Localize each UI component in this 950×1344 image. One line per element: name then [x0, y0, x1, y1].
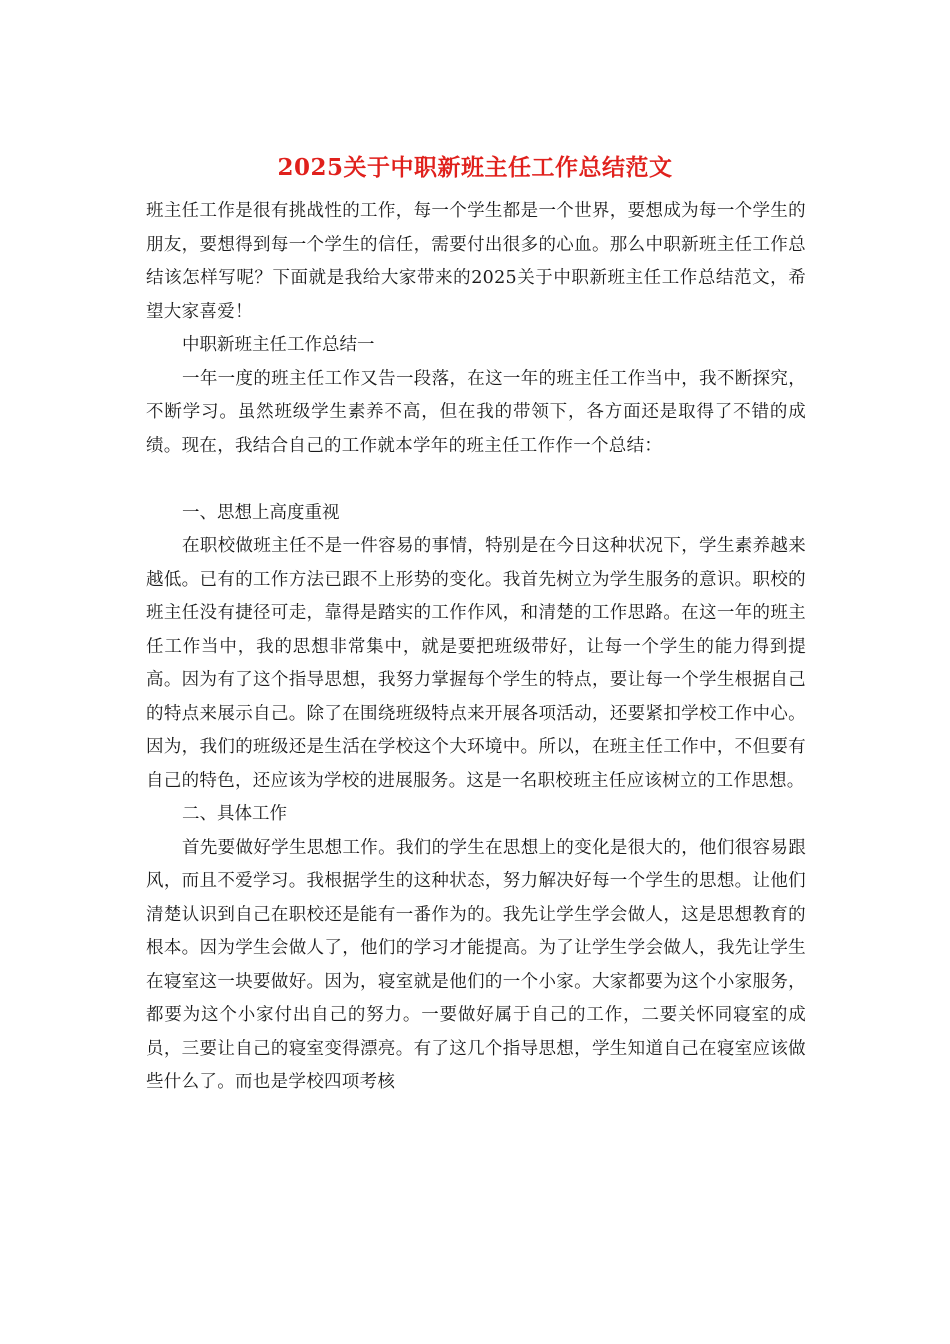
opening-paragraph: 一年一度的班主任工作又告一段落，在这一年的班主任工作当中，我不断探究，不断学习。虽然班级学生素养不高，但在我的带领下，各方面还是取得了不错的成绩。现在，我结合自己的工作就本学年的班主任工作作一个总结：	[146, 368, 806, 456]
blank-line	[146, 463, 806, 497]
intro-paragraph: 班主任工作是很有挑战性的工作，每一个学生都是一个世界，要想成为每一个学生的朋友，要想得到每一个学生的信任，需要付出很多的心血。那么中职新班主任工作总结该怎样写呢？下面就是我给大家带来的2025关于中职新班主任工作总结范文，希望大家喜爱！	[146, 201, 806, 322]
heading-specific-work: 二、具体工作	[182, 804, 287, 824]
document-title: 2025关于中职新班主任工作总结范文	[277, 154, 673, 181]
document-body	[146, 195, 806, 1100]
thinking-paragraph: 在职校做班主任不是一件容易的事情，特别是在今日这种状况下，学生素养越来越低。已有的工作方法已跟不上形势的变化。我首先树立为学生服务的意识。职校的班主任没有捷径可走，靠得是踏实的工作作风，和清楚的工作思路。在这一年的班主任工作当中，我的思想非常集中，就是要把班级带好，让每一个学生的能力得到提高。因为有了这个指导思想，我努力掌握每个学生的特点，要让每一个学生根据自己的特点来展示自己。除了在围绕班级特点来开展各项活动，还要紧扣学校工作中心。因为，我们的班级还是生活在学校这个大环境中。所以，在班主任工作中，不但要有自己的特色，还应该为学校的进展服务。这是一名职校班主任应该树立的工作思想。	[146, 536, 806, 791]
section-title: 中职新班主任工作总结一	[182, 335, 375, 355]
heading-thinking: 一、思想上高度重视	[182, 502, 340, 523]
specific-work-paragraph: 首先要做好学生思想工作。我们的学生在思想上的变化是很大的，他们很容易跟风，而且不爱学习。我根据学生的这种状态，努力解决好每一个学生的思想。让他们清楚认识到自己在职校还是能有一番作为的。我先让学生学会做人，这是思想教育的根本。因为学生会做人了，他们的学习才能提高。为了让学生学会做人，我先让学生在寝室这一块要做好。因为，寝室就是他们的一个小家。大家都要为这个小家服务，都要为这个小家付出自己的努力。一要做好属于自己的工作，二要关怀同寝室的成员，三要让自己的寝室变得漂亮。有了这几个指导思想，学生知道自己在寝室应该做些什么了。而也是学校四项考核	[146, 837, 806, 1092]
